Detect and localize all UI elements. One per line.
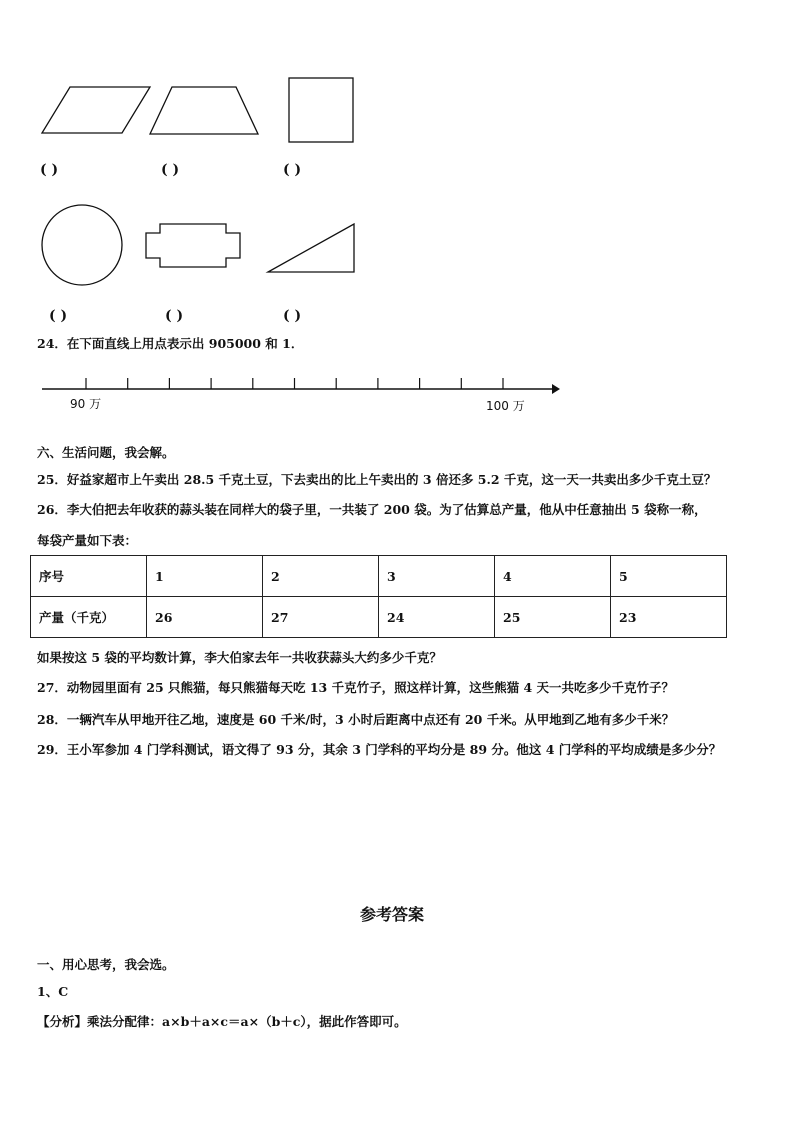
number-line-arrow-icon: [552, 384, 560, 394]
table-cell: 1: [147, 556, 263, 597]
answer-analysis: 【分析】乘法分配律：a×b＋a×c＝a×（b＋c），据此作答即可。: [37, 1014, 407, 1029]
answer-blank-notched-rectangle: ( ): [165, 308, 184, 324]
answers-section-1: 一、用心思考，我会选。: [37, 957, 175, 972]
answers-title: 参考答案: [360, 905, 425, 924]
table-cell: 24: [379, 597, 495, 638]
question-24: 24．在下面直线上用点表示出 905000 和 1．: [37, 336, 304, 351]
question-27: 27．动物园里面有 25 只熊猫，每只熊猫每天吃 13 千克竹子，照这样计算，这些熊猫 4 天一共吃多少千克竹子？: [37, 680, 674, 695]
table-cell: 产量（千克）: [31, 597, 147, 638]
answer-blank-trapezoid: ( ): [161, 162, 180, 178]
table-row: [31, 597, 727, 638]
question-26-line-1: 26．李大伯把去年收获的蒜头装在同样大的袋子里，一共装了 200 袋。为了估算总产量，他从中任意抽出 5 袋称一称，: [37, 502, 707, 517]
number-line-end-label: 100 万: [486, 399, 525, 413]
answer-blank-circle: ( ): [49, 308, 68, 324]
table-cell: 5: [611, 556, 727, 597]
question-29: 29．王小军参加 4 门学科测试，语文得了 93 分，其余 3 门学科的平均分是 89 分。他这 4 门学科的平均成绩是多少分？: [37, 742, 722, 757]
table-cell: 序号: [31, 556, 147, 597]
table-cell: 2: [263, 556, 379, 597]
answer-item-1: 1、C: [37, 984, 69, 999]
number-line-start-label: 90 万: [70, 397, 102, 411]
table-cell: 4: [495, 556, 611, 597]
question-26-line-2: 每袋产量如下表：: [37, 533, 138, 548]
section-6-heading: 六、生活问题，我会解。: [37, 445, 175, 460]
yield-table: [30, 555, 727, 638]
table-cell: 23: [611, 597, 727, 638]
answer-blank-parallelogram: ( ): [40, 162, 59, 178]
answer-blank-triangle: ( ): [283, 308, 302, 324]
answer-blank-square: ( ): [283, 162, 302, 178]
question-28: 28．一辆汽车从甲地开往乙地，速度是 60 千米/时，3 小时后距离中点还有 20 千米。从甲地到乙地有多少千米？: [37, 712, 675, 727]
table-cell: 3: [379, 556, 495, 597]
number-line: [0, 0, 794, 420]
table-cell: 26: [147, 597, 263, 638]
question-26-ask: 如果按这 5 袋的平均数计算，李大伯家去年一共收获蒜头大约多少千克？: [37, 650, 442, 665]
table-row: [31, 556, 727, 597]
question-25: 25．好益家超市上午卖出 28.5 千克土豆，下去卖出的比上午卖出的 3 倍还多 5.2 千克，这一天一共卖出多少千克土豆？: [37, 472, 717, 487]
table-cell: 25: [495, 597, 611, 638]
table-cell: 27: [263, 597, 379, 638]
